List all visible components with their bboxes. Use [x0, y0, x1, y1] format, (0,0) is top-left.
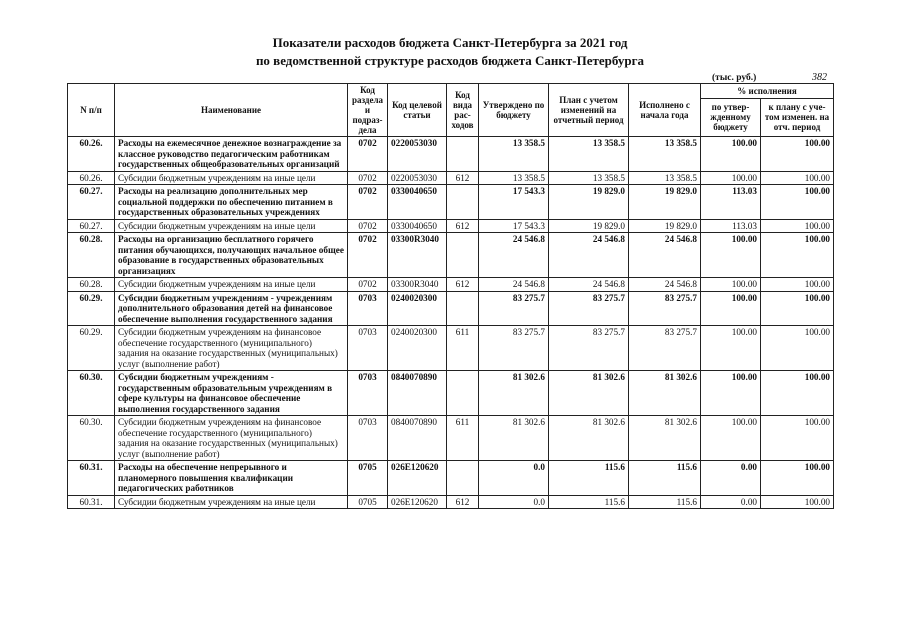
row-executed: 83 275.7	[629, 326, 701, 371]
row-target-code: 0330040650	[388, 185, 447, 220]
row-type-code: 612	[447, 171, 479, 185]
row-type-code: 612	[447, 278, 479, 292]
row-plan: 83 275.7	[549, 326, 629, 371]
unit-label: (тыс. руб.)	[712, 73, 757, 83]
row-executed: 81 302.6	[629, 371, 701, 416]
row-executed: 19 829.0	[629, 219, 701, 233]
row-section-code: 0702	[348, 137, 388, 172]
row-type-code: 611	[447, 416, 479, 461]
row-section-code: 0703	[348, 326, 388, 371]
row-type-code: 612	[447, 219, 479, 233]
row-plan: 13 358.5	[549, 137, 629, 172]
table-row	[68, 326, 834, 371]
row-pct-plan: 100.00	[761, 185, 834, 220]
row-plan: 19 829.0	[549, 185, 629, 220]
row-number: 60.28.	[68, 278, 115, 292]
row-section-code: 0703	[348, 291, 388, 326]
row-name: Расходы на реализацию дополнительных мер социальной поддержки по обеспечению питанием в государственных образовательных учреждениях	[115, 185, 348, 220]
row-number: 60.28.	[68, 233, 115, 278]
row-pct-plan: 100.00	[761, 461, 834, 496]
row-approved: 83 275.7	[479, 326, 549, 371]
row-number: 60.30.	[68, 371, 115, 416]
col-executed-header: Исполнено с начала года	[629, 84, 701, 137]
row-approved: 24 546.8	[479, 233, 549, 278]
row-section-code: 0703	[348, 371, 388, 416]
row-pct-plan: 100.00	[761, 278, 834, 292]
row-number: 60.29.	[68, 326, 115, 371]
row-pct-approved: 100.00	[701, 326, 761, 371]
row-section-code: 0705	[348, 495, 388, 509]
row-target-code: 03300R3040	[388, 278, 447, 292]
row-plan: 19 829.0	[549, 219, 629, 233]
row-pct-plan: 100.00	[761, 416, 834, 461]
row-plan: 81 302.6	[549, 371, 629, 416]
table-row	[68, 171, 834, 185]
row-pct-plan: 100.00	[761, 137, 834, 172]
table-row	[68, 137, 834, 172]
row-pct-plan: 100.00	[761, 233, 834, 278]
table-row	[68, 219, 834, 233]
row-type-code	[447, 233, 479, 278]
row-executed: 13 358.5	[629, 137, 701, 172]
row-pct-approved: 100.00	[701, 171, 761, 185]
row-target-code: 0840070890	[388, 416, 447, 461]
row-approved: 17 543.3	[479, 185, 549, 220]
row-approved: 0.0	[479, 495, 549, 509]
row-target-code: 0220053030	[388, 171, 447, 185]
row-approved: 81 302.6	[479, 371, 549, 416]
row-target-code: 03300R3040	[388, 233, 447, 278]
row-pct-approved: 100.00	[701, 137, 761, 172]
row-section-code: 0702	[348, 171, 388, 185]
row-executed: 24 546.8	[629, 278, 701, 292]
title-line-1: Показатели расходов бюджета Санкт-Петербурга за 2021 год	[272, 35, 628, 50]
row-plan: 81 302.6	[549, 416, 629, 461]
row-target-code: 0240020300	[388, 291, 447, 326]
row-approved: 13 358.5	[479, 137, 549, 172]
row-approved: 13 358.5	[479, 171, 549, 185]
row-name: Субсидии бюджетным учреждениям на иные цели	[115, 278, 348, 292]
col-pct-approved-header: по утвер-жденному бюджету	[701, 98, 761, 136]
row-executed: 13 358.5	[629, 171, 701, 185]
row-pct-plan: 100.00	[761, 219, 834, 233]
row-target-code: 026E120620	[388, 495, 447, 509]
table-row	[68, 371, 834, 416]
table-row	[68, 278, 834, 292]
expenditure-table	[67, 83, 834, 509]
document-title	[60, 34, 840, 70]
row-target-code: 0330040650	[388, 219, 447, 233]
row-number: 60.27.	[68, 185, 115, 220]
col-plan-header: План с учетом изменений на отчетный период	[549, 84, 629, 137]
row-section-code: 0703	[348, 416, 388, 461]
row-pct-plan: 100.00	[761, 171, 834, 185]
row-number: 60.26.	[68, 137, 115, 172]
row-target-code: 0840070890	[388, 371, 447, 416]
row-type-code	[447, 371, 479, 416]
col-approved-header: Утверждено по бюджету	[479, 84, 549, 137]
row-name: Субсидии бюджетным учреждениям на финансовое обеспечение государственного (муниципального) задания на оказание государственных (муниципальных) услуг (выполнение работ)	[115, 416, 348, 461]
row-target-code: 0220053030	[388, 137, 447, 172]
row-approved: 17 543.3	[479, 219, 549, 233]
row-section-code: 0705	[348, 461, 388, 496]
row-type-code	[447, 185, 479, 220]
row-approved: 83 275.7	[479, 291, 549, 326]
row-plan: 115.6	[549, 495, 629, 509]
row-section-code: 0702	[348, 185, 388, 220]
row-name: Субсидии бюджетным учреждениям - учреждениям дополнительного образования детей на финансовое обеспечение выполнения государственного задания	[115, 291, 348, 326]
row-name: Расходы на ежемесячное денежное вознаграждение за классное руководство педагогическим работникам государственных общеобразовательных организаций	[115, 137, 348, 172]
row-plan: 24 546.8	[549, 278, 629, 292]
table-row	[68, 291, 834, 326]
row-type-code	[447, 137, 479, 172]
row-target-code: 0240020300	[388, 326, 447, 371]
table-row	[68, 461, 834, 496]
row-name: Расходы на обеспечение непрерывного и планомерного повышения квалификации педагогических работников	[115, 461, 348, 496]
table-row	[68, 185, 834, 220]
row-pct-approved: 100.00	[701, 371, 761, 416]
row-pct-approved: 100.00	[701, 416, 761, 461]
row-pct-approved: 113.03	[701, 185, 761, 220]
row-number: 60.31.	[68, 495, 115, 509]
table-row	[68, 233, 834, 278]
row-target-code: 026E120620	[388, 461, 447, 496]
row-section-code: 0702	[348, 278, 388, 292]
table-row	[68, 416, 834, 461]
row-executed: 83 275.7	[629, 291, 701, 326]
row-number: 60.26.	[68, 171, 115, 185]
row-pct-approved: 113.03	[701, 219, 761, 233]
title-line-2: по ведомственной структуре расходов бюджета Санкт-Петербурга	[255, 53, 645, 68]
row-section-code: 0702	[348, 233, 388, 278]
table-row	[68, 495, 834, 509]
row-approved: 24 546.8	[479, 278, 549, 292]
row-executed: 81 302.6	[629, 416, 701, 461]
row-executed: 115.6	[629, 461, 701, 496]
col-type-header: Код вида рас-ходов	[447, 84, 479, 137]
row-approved: 0.0	[479, 461, 549, 496]
col-num-header: N п/п	[68, 84, 115, 137]
row-pct-plan: 100.00	[761, 326, 834, 371]
row-approved: 81 302.6	[479, 416, 549, 461]
table-header	[68, 84, 834, 137]
row-plan: 24 546.8	[549, 233, 629, 278]
col-target-header: Код целевой статьи	[388, 84, 447, 137]
col-pct-plan-header: к плану с уче-том изменен. на отч. период	[761, 98, 834, 136]
row-number: 60.27.	[68, 219, 115, 233]
row-pct-plan: 100.00	[761, 291, 834, 326]
col-pct-group-header: % исполнения	[701, 84, 834, 99]
row-plan: 83 275.7	[549, 291, 629, 326]
row-pct-plan: 100.00	[761, 495, 834, 509]
row-executed: 19 829.0	[629, 185, 701, 220]
row-pct-approved: 0.00	[701, 495, 761, 509]
row-type-code	[447, 461, 479, 496]
col-name-header: Наименование	[115, 84, 348, 137]
row-type-code: 612	[447, 495, 479, 509]
row-section-code: 0702	[348, 219, 388, 233]
row-plan: 115.6	[549, 461, 629, 496]
row-name: Расходы на организацию бесплатного горячего питания обучающихся, получающих начальное общее образование в государственных образовательных организациях	[115, 233, 348, 278]
table-body	[68, 137, 834, 509]
row-name: Субсидии бюджетным учреждениям на иные цели	[115, 219, 348, 233]
row-name: Субсидии бюджетным учреждениям на финансовое обеспечение государственного (муниципального) задания на оказание государственных (муниципальных) услуг (выполнение работ)	[115, 326, 348, 371]
row-name: Субсидии бюджетным учреждениям на иные цели	[115, 495, 348, 509]
page-number: 382	[812, 72, 827, 83]
row-name: Субсидии бюджетным учреждениям на иные цели	[115, 171, 348, 185]
row-plan: 13 358.5	[549, 171, 629, 185]
row-executed: 115.6	[629, 495, 701, 509]
row-pct-approved: 100.00	[701, 233, 761, 278]
row-name: Субсидии бюджетным учреждениям - государственным образовательным учреждениям в сфере культуры на финансовое обеспечение выполнения государственного задания	[115, 371, 348, 416]
col-section-header: Код раздела и подраз-дела	[348, 84, 388, 137]
row-pct-approved: 100.00	[701, 291, 761, 326]
row-type-code: 611	[447, 326, 479, 371]
row-type-code	[447, 291, 479, 326]
row-pct-plan: 100.00	[761, 371, 834, 416]
row-number: 60.30.	[68, 416, 115, 461]
row-executed: 24 546.8	[629, 233, 701, 278]
row-number: 60.31.	[68, 461, 115, 496]
row-pct-approved: 0.00	[701, 461, 761, 496]
row-number: 60.29.	[68, 291, 115, 326]
row-pct-approved: 100.00	[701, 278, 761, 292]
